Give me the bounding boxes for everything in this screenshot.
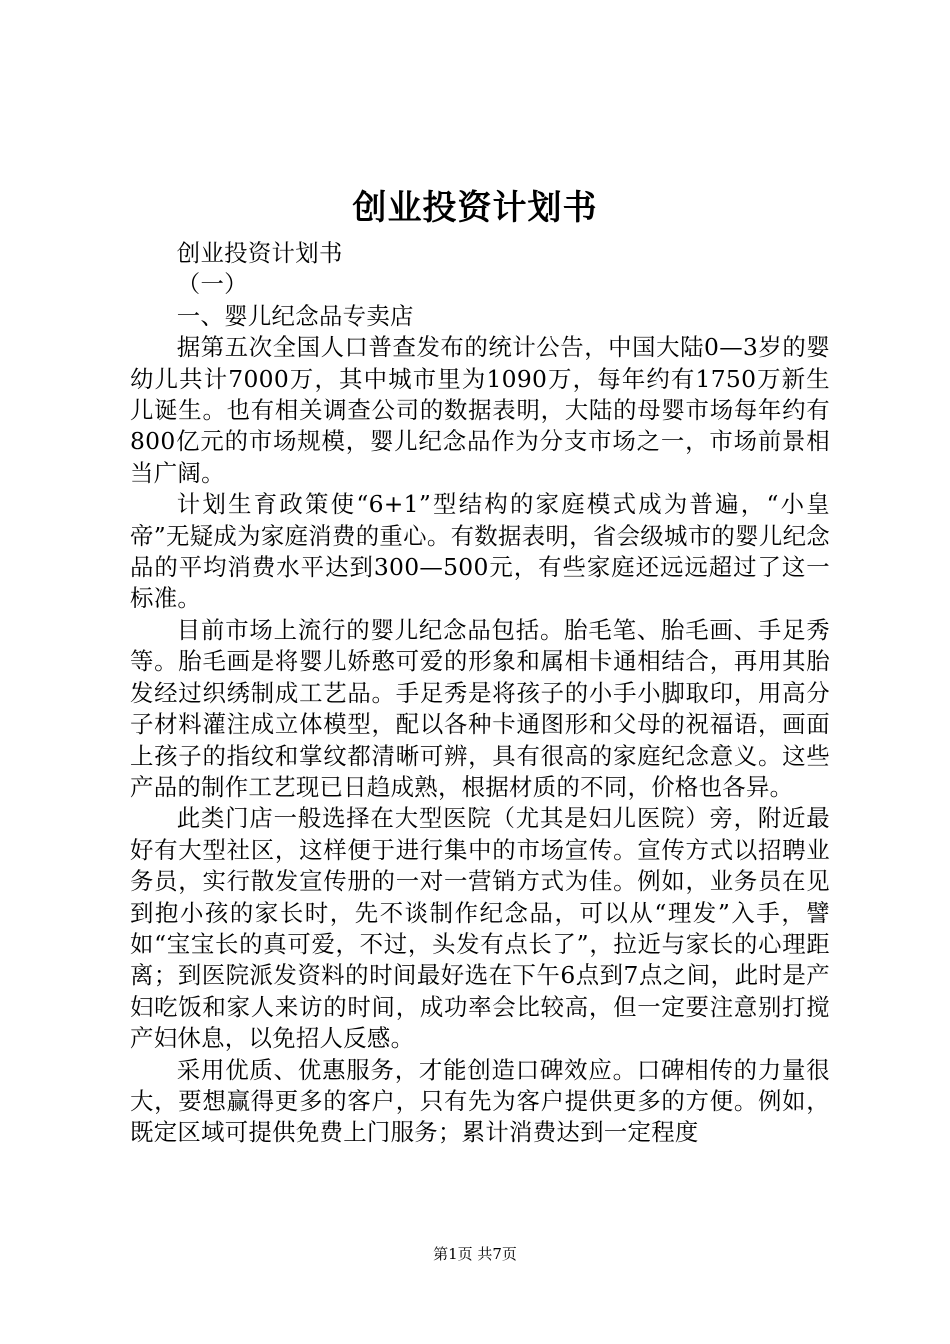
paragraph-heading: 一、婴儿纪念品专卖店 [176, 301, 414, 330]
paragraph-section-number: （一） [176, 270, 248, 299]
paragraph-text: 计划生育政策使“6+1”型结构的家庭模式成为普遍，“小皇帝”无疑成为家庭消费的重心。有数据表明，省会级城市的婴儿纪念品的平均消费水平达到300—500元，有些家庭还远远超过了这一标准。 [130, 490, 830, 613]
paragraph-text: 据第五次全国人口普查发布的统计公告，中国大陆0—3岁的婴幼儿共计7000万，其中城市里为1090万，每年约有1750万新生儿诞生。也有相关调查公司的数据表明，大陆的母婴市场每年约有800亿元的市场规模，婴儿纪念品作为分支市场之一，市场前景相当广阔。 [130, 333, 830, 487]
document-body [130, 238, 830, 1149]
paragraph-text: 此类门店一般选择在大型医院（尤其是妇儿医院）旁，附近最好有大型社区，这样便于进行集中的市场宣传。宣传方式以招聘业务员，实行散发宣传册的一对一营销方式为佳。例如，业务员在见到抱小孩的家长时，先不谈制作纪念品，可以从“理发”入手，譬如“宝宝长的真可爱，不过，头发有点长了”，拉近与家长的心理距离；到医院派发资料的时间最好选在下午6点到7点之间，此时是产妇吃饭和家人来访的时间，成功率会比较高，但一定要注意别打搅产妇休息，以免招人反感。 [130, 804, 830, 1053]
document-title: 创业投资计划书 [352, 188, 598, 228]
paragraph-text: 目前市场上流行的婴儿纪念品包括。胎毛笔、胎毛画、手足秀等。胎毛画是将婴儿娇憨可爱的形象和属相卡通相结合，再用其胎发经过织绣制成工艺品。手足秀是将孩子的小手小脚取印，用高分子材料灌注成立体模型，配以各种卡通图形和父母的祝福语，画面上孩子的指纹和掌纹都清晰可辨，具有很高的家庭纪念意义。这些产品的制作工艺现已日趋成熟，根据材质的不同，价格也各异。 [130, 615, 830, 801]
paragraph-subtitle: 创业投资计划书 [176, 239, 343, 267]
paragraph-text: 采用优质、优惠服务，才能创造口碑效应。口碑相传的力量很大，要想赢得更多的客户，只有先为客户提供更多的方便。例如，既定区域可提供免费上门服务；累计消费达到一定程度 [130, 1055, 830, 1147]
page-footer: 第1页 共7页 [433, 1245, 517, 1263]
